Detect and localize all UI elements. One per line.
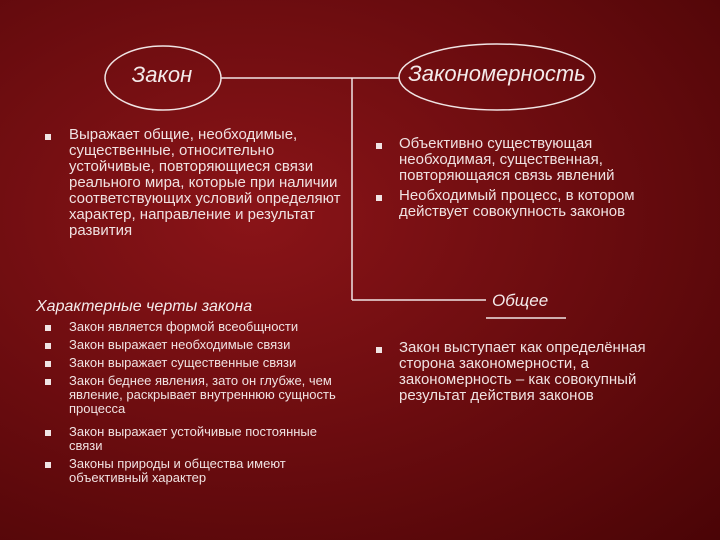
bullet-icon — [45, 379, 51, 385]
bullet-icon — [45, 343, 51, 349]
law-title: Закон — [131, 62, 193, 87]
features-heading: Характерные черты закона — [36, 298, 253, 315]
regularity-title: Закономерность — [408, 61, 586, 86]
common-text: Закон выступает как определённая сторона закономерности, а закономерность – как совокупный результат действия законов — [399, 339, 646, 404]
regularity-item: Необходимый процесс, в котором действует совокупность законов — [399, 187, 635, 220]
bullet-icon — [45, 462, 51, 468]
law-description: Выражает общие, необходимые, существенные, относительно устойчивые, повторяющиеся связи реального мира, которые при наличии соответствующих условий определяют характер, направление и результат развития — [69, 126, 341, 239]
feature-item: Закон беднее явления, зато он глубже, чем явление, раскрывает внутреннюю сущность процесса — [69, 373, 336, 416]
common-heading: Общее — [492, 291, 549, 310]
bullet-icon — [376, 195, 382, 201]
bullet-icon — [376, 347, 382, 353]
feature-item: Закон выражает существенные связи — [69, 355, 297, 370]
feature-item: Законы природы и общества имеют объективный характер — [69, 456, 286, 485]
bullet-icon — [45, 134, 51, 140]
bullet-icon — [45, 430, 51, 436]
bullet-icon — [376, 143, 382, 149]
bullet-icon — [45, 361, 51, 367]
bullet-icon — [45, 325, 51, 331]
feature-item: Закон выражает необходимые связи — [69, 337, 291, 352]
feature-item: Закон является формой всеобщности — [69, 319, 299, 334]
regularity-item: Объективно существующая необходимая, существенная, повторяющаяся связь явлений — [399, 135, 615, 184]
feature-item: Закон выражает устойчивые постоянные связи — [69, 424, 317, 453]
